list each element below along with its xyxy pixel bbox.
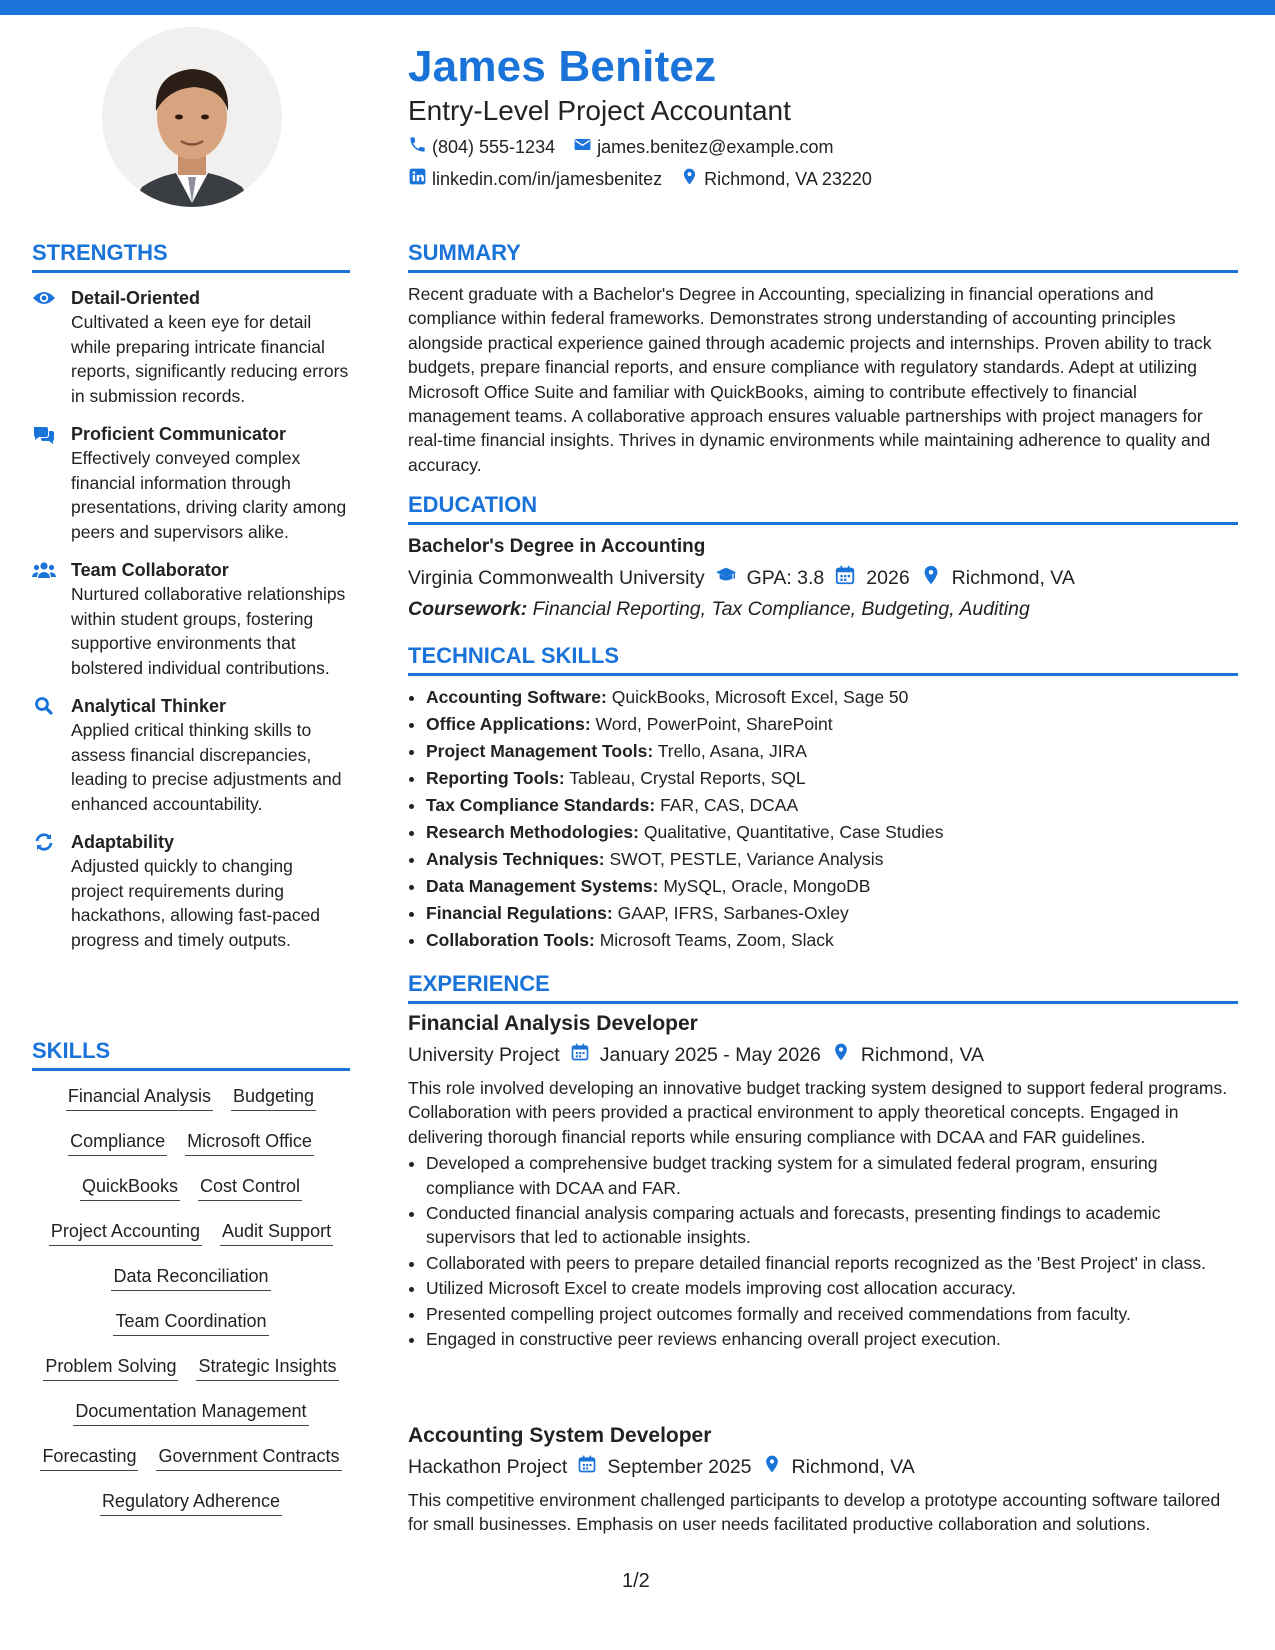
skill-category: Analysis Techniques:	[426, 849, 605, 869]
strength-title: Adaptability	[71, 832, 175, 852]
calendar-icon	[577, 1454, 597, 1480]
skill-tag: Financial Analysis	[66, 1083, 213, 1111]
email-text: james.benitez@example.com	[597, 136, 834, 157]
list-item	[426, 792, 1238, 819]
top-accent-bar	[0, 0, 1275, 15]
skill-row	[32, 1263, 350, 1308]
skill-tag: QuickBooks	[80, 1173, 180, 1201]
skill-tag: Documentation Management	[73, 1398, 308, 1426]
strength-desc: Adjusted quickly to changing project requirements during hackathons, allowing fast-paced progress and timely outputs.	[71, 856, 321, 950]
technical-skills-block	[408, 684, 1238, 954]
strength-item	[32, 558, 350, 680]
job-description: This competitive environment challenged participants to develop a prototype accounting software tailored for small businesses. Emphasis on user needs facilitated productive collaboration and solutions.	[408, 1490, 1221, 1535]
strength-desc: Effectively conveyed complex financial information through presentations, driving clarity among peers and supervisors alike.	[71, 448, 347, 542]
eye-icon	[32, 288, 56, 308]
experience-heading: EXPERIENCE	[408, 971, 1238, 1004]
skill-values: FAR, CAS, DCAA	[660, 795, 799, 815]
location-text: Richmond, VA 23220	[704, 168, 872, 189]
phone-icon	[408, 135, 427, 159]
contact-linkedin[interactable]	[408, 167, 662, 191]
linkedin-text: linkedin.com/in/jamesbenitez	[432, 168, 663, 189]
list-item	[426, 684, 1238, 711]
skill-tag: Strategic Insights	[196, 1353, 338, 1381]
skill-tag: Team Coordination	[113, 1308, 268, 1336]
skill-values: GAAP, IFRS, Sarbanes-Oxley	[617, 903, 849, 923]
page-number: 1/2	[622, 1570, 650, 1592]
skill-tag: Regulatory Adherence	[100, 1488, 282, 1516]
skill-row	[32, 1398, 350, 1443]
skill-row	[32, 1488, 350, 1533]
school-name: Virginia Commonwealth University	[408, 566, 705, 589]
strength-item	[32, 830, 350, 952]
job-dates: September 2025	[607, 1455, 752, 1478]
skill-tag: Government Contracts	[156, 1443, 341, 1471]
skill-category: Collaboration Tools:	[426, 930, 595, 950]
job-description: This role involved developing an innovative budget tracking system designed to support federal programs. Collaboration with peers provided a practical environment to apply theoretical concepts. Engaged in delivering thorough financial reports while ensuring compliance with DCAA and FAR guidelines.	[408, 1078, 1228, 1147]
map-pin-icon	[762, 1454, 782, 1480]
skill-tag: Forecasting	[40, 1443, 138, 1471]
skills-cloud	[32, 1083, 350, 1533]
list-item	[426, 873, 1238, 900]
envelope-icon	[573, 135, 592, 159]
skill-values: Tableau, Crystal Reports, SQL	[569, 768, 806, 788]
list-item: • Engaged in constructive peer reviews enhancing overall project execution.	[426, 1327, 1238, 1351]
list-item	[426, 711, 1238, 738]
candidate-title: Entry-Level Project Accountant	[408, 95, 791, 126]
coursework-label: Coursework:	[408, 598, 528, 620]
map-pin-icon	[920, 564, 942, 592]
strength-desc: Nurtured collaborative relationships within student groups, fostering supportive environments that bolstered individual contributions.	[71, 584, 346, 678]
list-item: • Conducted financial analysis comparing actuals and forecasts, presenting findings to academic supervisors that led to actionable insights.	[426, 1201, 1238, 1250]
skill-row	[32, 1443, 350, 1488]
skill-values: Microsoft Teams, Zoom, Slack	[599, 930, 834, 950]
list-item: • Collaborated with peers to prepare detailed financial reports recognized as the 'Best Project' in class.	[426, 1251, 1238, 1275]
strength-item	[32, 422, 350, 544]
calendar-icon	[570, 1042, 590, 1068]
strength-desc: Cultivated a keen eye for detail while preparing intricate financial reports, significantly reducing errors in submission records.	[71, 312, 349, 406]
skill-row	[32, 1218, 350, 1263]
summary-heading: SUMMARY	[408, 240, 1238, 273]
calendar-icon	[834, 564, 856, 592]
skill-values: Qualitative, Quantitative, Case Studies	[643, 822, 944, 842]
skill-tag: Data Reconciliation	[111, 1263, 270, 1291]
skill-tag: Project Accounting	[49, 1218, 202, 1246]
job-bullets	[408, 1151, 1238, 1351]
list-item: • Developed a comprehensive budget tracking system for a simulated federal program, ensuring compliance with DCAA and FAR.	[426, 1151, 1238, 1200]
degree-name: Bachelor's Degree in Accounting	[408, 536, 706, 557]
skill-category: Accounting Software:	[426, 687, 607, 707]
skill-category: Tax Compliance Standards:	[426, 795, 656, 815]
contact-row-2	[408, 167, 872, 191]
job-dates: January 2025 - May 2026	[599, 1043, 821, 1066]
strength-title: Detail-Oriented	[71, 288, 201, 308]
job-title: Financial Analysis Developer	[408, 1012, 698, 1035]
strengths-list	[32, 286, 350, 966]
map-pin-icon	[831, 1042, 851, 1068]
summary-text: Recent graduate with a Bachelor's Degree in Accounting, specializing in financial operations and compliance within federal frameworks. Demonstrates strong understanding of accounting principles alongside practical experience gained through academic projects and internships. Proven ability to track budgets, prepare financial reports, and ensure compliance with regulatory standards. Adept at utilizing Microsoft Office Suite and familiar with QuickBooks, aiming to contribute effectively to financial management teams. A collaborative approach ensures valuable partnerships with project managers for real-time financial insights. Thrives in dynamic environments while maintaining adherence to quality and accuracy.	[408, 284, 1212, 475]
contact-location	[680, 167, 872, 191]
linkedin-icon	[408, 167, 427, 191]
gpa-text: GPA: 3.8	[746, 566, 825, 589]
job-title: Accounting System Developer	[408, 1424, 712, 1447]
strength-item	[32, 286, 350, 408]
job-meta	[408, 1454, 1238, 1480]
profile-photo	[102, 27, 282, 207]
skill-row	[32, 1173, 350, 1218]
list-item	[426, 846, 1238, 873]
strength-title: Proficient Communicator	[71, 424, 287, 444]
strength-title: Team Collaborator	[71, 560, 229, 580]
list-item	[426, 819, 1238, 846]
contact-row-1	[408, 135, 833, 159]
graduation-cap-icon	[715, 564, 737, 592]
list-item: • Utilized Microsoft Excel to create models improving cost allocation accuracy.	[426, 1276, 1238, 1300]
list-item: • Presented compelling project outcomes formally and received commendations from faculty.	[426, 1302, 1238, 1326]
sync-icon	[32, 832, 56, 852]
contact-phone[interactable]	[408, 135, 555, 159]
phone-text: (804) 555-1234	[432, 136, 556, 157]
skill-category: Office Applications:	[426, 714, 591, 734]
skill-row	[32, 1083, 350, 1128]
education-heading: EDUCATION	[408, 492, 1238, 525]
skill-category: Financial Regulations:	[426, 903, 613, 923]
technical-skills-list	[408, 684, 1238, 954]
job-meta	[408, 1042, 1238, 1068]
strength-item	[32, 694, 350, 816]
coursework-list: Financial Reporting, Tax Compliance, Budgeting, Auditing	[532, 598, 1030, 620]
school-location: Richmond, VA	[951, 566, 1075, 589]
skill-values: MySQL, Oracle, MongoDB	[663, 876, 871, 896]
skill-tag: Compliance	[68, 1128, 167, 1156]
skill-row	[32, 1128, 350, 1173]
graduation-year: 2026	[866, 566, 910, 589]
skill-values: Word, PowerPoint, SharePoint	[595, 714, 833, 734]
technical-skills-heading: TECHNICAL SKILLS	[408, 643, 1238, 676]
candidate-name: James Benitez	[408, 42, 717, 91]
strengths-heading: STRENGTHS	[32, 240, 350, 273]
job-location: Richmond, VA	[860, 1043, 985, 1066]
job-entry	[408, 1012, 1238, 1351]
education-meta	[408, 564, 1238, 592]
skill-values: QuickBooks, Microsoft Excel, Sage 50	[611, 687, 909, 707]
list-item	[426, 927, 1238, 954]
skill-values: Trello, Asana, JIRA	[657, 741, 807, 761]
job-org: Hackathon Project	[408, 1455, 568, 1478]
list-item	[426, 738, 1238, 765]
skill-tag: Cost Control	[198, 1173, 302, 1201]
search-icon	[32, 696, 56, 716]
skill-category: Reporting Tools:	[426, 768, 565, 788]
coursework-line	[408, 598, 1238, 621]
skill-tag: Problem Solving	[43, 1353, 178, 1381]
list-item	[426, 900, 1238, 927]
skill-row	[32, 1353, 350, 1398]
list-item	[426, 765, 1238, 792]
job-location: Richmond, VA	[791, 1455, 915, 1478]
job-org: University Project	[408, 1043, 560, 1066]
comments-icon	[32, 424, 56, 444]
education-block	[408, 536, 1238, 621]
strength-desc: Applied critical thinking skills to assess financial discrepancies, leading to precise adjustments and enhanced accountability.	[71, 720, 342, 814]
skill-tag: Audit Support	[220, 1218, 333, 1246]
skill-category: Project Management Tools:	[426, 741, 654, 761]
skill-category: Research Methodologies:	[426, 822, 639, 842]
skill-tag: Microsoft Office	[185, 1128, 314, 1156]
skills-heading: SKILLS	[32, 1038, 350, 1071]
job-entry	[408, 1424, 1238, 1537]
skill-tag: Budgeting	[231, 1083, 316, 1111]
skill-row	[32, 1308, 350, 1353]
strength-title: Analytical Thinker	[71, 696, 227, 716]
users-icon	[32, 560, 56, 580]
contact-email[interactable]	[573, 135, 833, 159]
map-pin-icon	[680, 167, 699, 191]
skill-category: Data Management Systems:	[426, 876, 659, 896]
skill-values: SWOT, PESTLE, Variance Analysis	[609, 849, 884, 869]
